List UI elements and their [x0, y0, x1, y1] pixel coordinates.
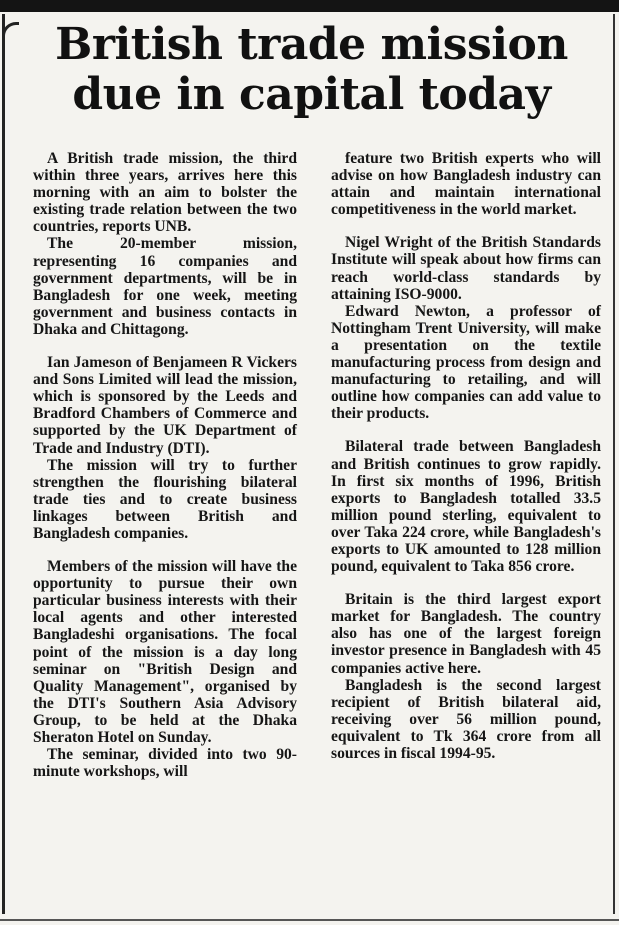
paragraph-bilateral-trade: Bilateral trade between Bangladesh and British continues to grow rapidly. In first six months of 1996, British exports to Bangladesh totalled 33.5 million pound sterling, equivalent to over Taka 224 crore, while Bangladesh's exports to UK amounted to 128 million pound, equivalent to Taka 856 crore.	[331, 438, 601, 576]
paragraph-edward-newton: Edward Newton, a professor of Nottingham Trent University, will make a presentation on the textile manufacturing process from design and manufacturing to retailing, and will outline how companies can add value to their products.	[331, 302, 601, 423]
left-column-rule	[2, 14, 5, 914]
paragraph-mission-leader: Ian Jameson of Benjameen R Vickers and Sons Limited will lead the mission, which is sponsored by the Leeds and Bradford Chambers of Commerce and supported by the UK Department of Trade and Industry (DTI).	[33, 354, 297, 457]
paragraph-experts: feature two British experts who will advise on how Bangladesh industry can attain and maintain international competitiveness in the world market.	[331, 150, 601, 219]
paragraph-intro: A British trade mission, the third within three years, arrives here this morning with an aim to bolster the existing trade relation between the two countries, reports UNB.	[33, 150, 297, 236]
paragraph-export-market: Britain is the third largest export market for Bangladesh. The country also has one of the largest foreign investor presence in Bangladesh with 45 companies active here.	[331, 591, 601, 677]
left-column	[33, 150, 297, 780]
paragraph-workshops: The seminar, divided into two 90-minute workshops, will	[33, 746, 297, 781]
paragraph-seminar: Members of the mission will have the opportunity to pursue their own particular business interests with their local agents and other interested Bangladeshi organisations. The focal point of the mission is a day long seminar on "British Design and Quality Management", organised by the DTI's Southern Asia Advisory Group, to be held at the Dhaka Sheraton Hotel on Sunday.	[33, 558, 297, 746]
right-column-rule	[613, 14, 615, 914]
paragraph-mission-goal: The mission will try to further strengthen the flourishing bilateral trade ties and to create business linkages between British and Bangladesh companies.	[33, 456, 297, 542]
right-column	[331, 150, 601, 762]
paragraph-bilateral-aid: Bangladesh is the second largest recipient of British bilateral aid, receiving over 56 million pound, equivalent to Tk 364 crore from all sources in fiscal 1994-95.	[331, 676, 601, 762]
bottom-rule	[0, 919, 619, 921]
paragraph-nigel-wright: Nigel Wright of the British Standards Institute will speak about how firms can reach world-class standards by attaining ISO-9000.	[331, 234, 601, 303]
headline: British trade mission due in capital today	[55, 19, 568, 120]
paragraph-mission-size: The 20-member mission, representing 16 companies and government departments, will be in Bangladesh for one week, meeting government and business contacts in Dhaka and Chittagong.	[33, 235, 297, 338]
top-border	[0, 0, 619, 12]
